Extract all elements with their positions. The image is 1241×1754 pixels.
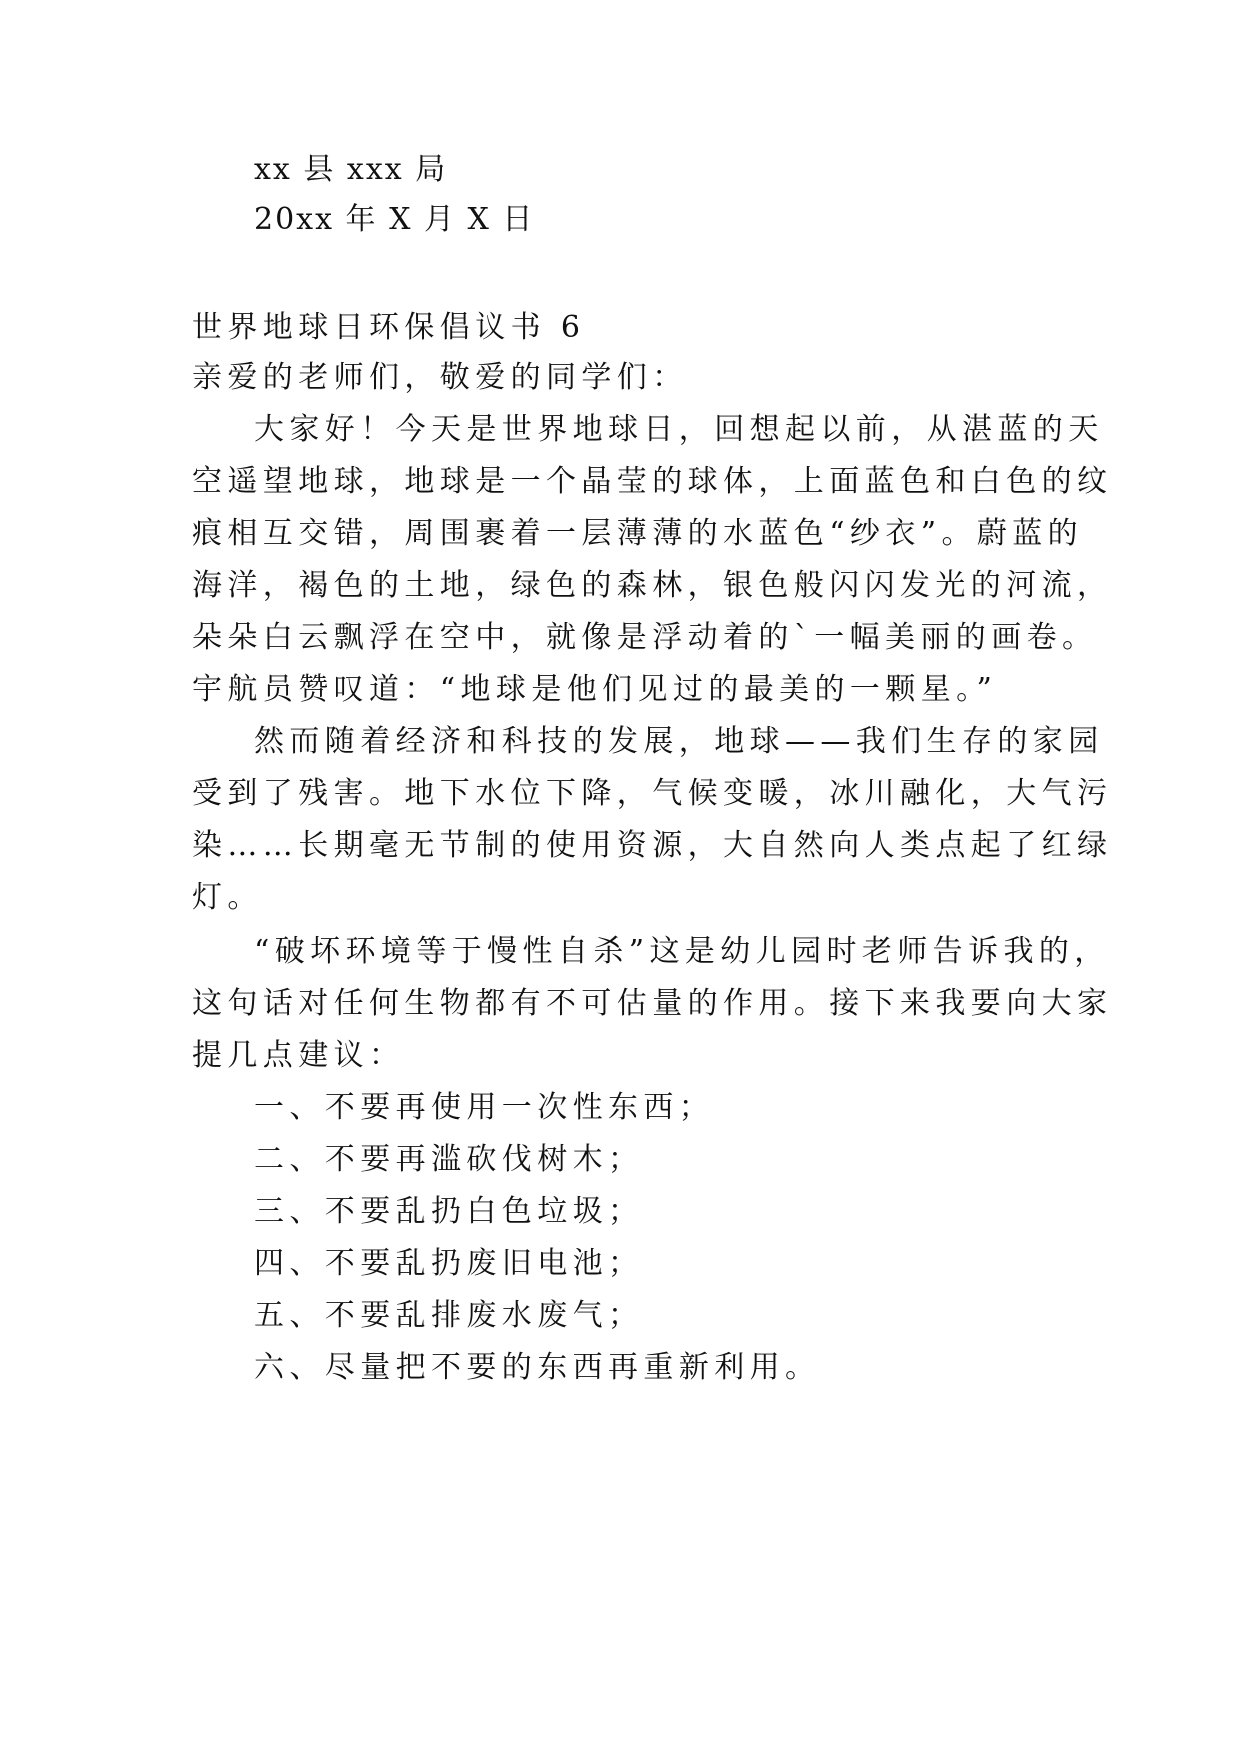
paragraph2-line: 染……长期毫无节制的使用资源，大自然向人类点起了红绿 (192, 828, 1113, 863)
signature-org: xx 县 xxx 局 (254, 152, 448, 187)
suggestion-item: 二、不要再滥砍伐树木； (254, 1142, 644, 1177)
suggestion-item: 五、不要乱排废水废气； (254, 1298, 644, 1333)
paragraph1-line: 朵朵白云飘浮在空中，就像是浮动着的`一幅美丽的画卷。 (192, 620, 1098, 655)
paragraph3-line: 这句话对任何生物都有不可估量的作用。接下来我要向大家 (192, 986, 1113, 1021)
paragraph2-line: 灯。 (192, 880, 263, 915)
signature-date: 20xx 年 X 月 X 日 (254, 202, 535, 237)
paragraph3-line: “破坏环境等于慢性自杀”这是幼儿园时老师告诉我的， (254, 934, 1110, 969)
paragraph1-line: 海洋，褐色的土地，绿色的森林，银色般闪闪发光的河流， (192, 568, 1113, 603)
paragraph1-line: 空遥望地球，地球是一个晶莹的球体，上面蓝色和白色的纹 (192, 464, 1113, 499)
suggestion-item: 四、不要乱扔废旧电池； (254, 1246, 644, 1281)
suggestion-item: 三、不要乱扔白色垃圾； (254, 1194, 644, 1229)
paragraph2-line: 受到了残害。地下水位下降，气候变暖，冰川融化，大气污 (192, 776, 1113, 811)
salutation: 亲爱的老师们，敬爱的同学们： (192, 360, 688, 395)
document-title: 世界地球日环保倡议书 6 (192, 310, 586, 345)
paragraph1-line: 宇航员赞叹道：“地球是他们见过的最美的一颗星。” (192, 672, 998, 707)
paragraph1-line: 痕相互交错，周围裹着一层薄薄的水蓝色“纱衣”。蔚蓝的 (192, 516, 1084, 551)
suggestion-item: 六、尽量把不要的东西再重新利用。 (254, 1350, 821, 1385)
suggestion-item: 一、不要再使用一次性东西； (254, 1090, 715, 1125)
paragraph1-line: 大家好！今天是世界地球日，回想起以前，从湛蓝的天 (254, 412, 1104, 447)
paragraph2-line: 然而随着经济和科技的发展，地球——我们生存的家园 (254, 724, 1104, 759)
paragraph3-line: 提几点建议： (192, 1038, 405, 1073)
